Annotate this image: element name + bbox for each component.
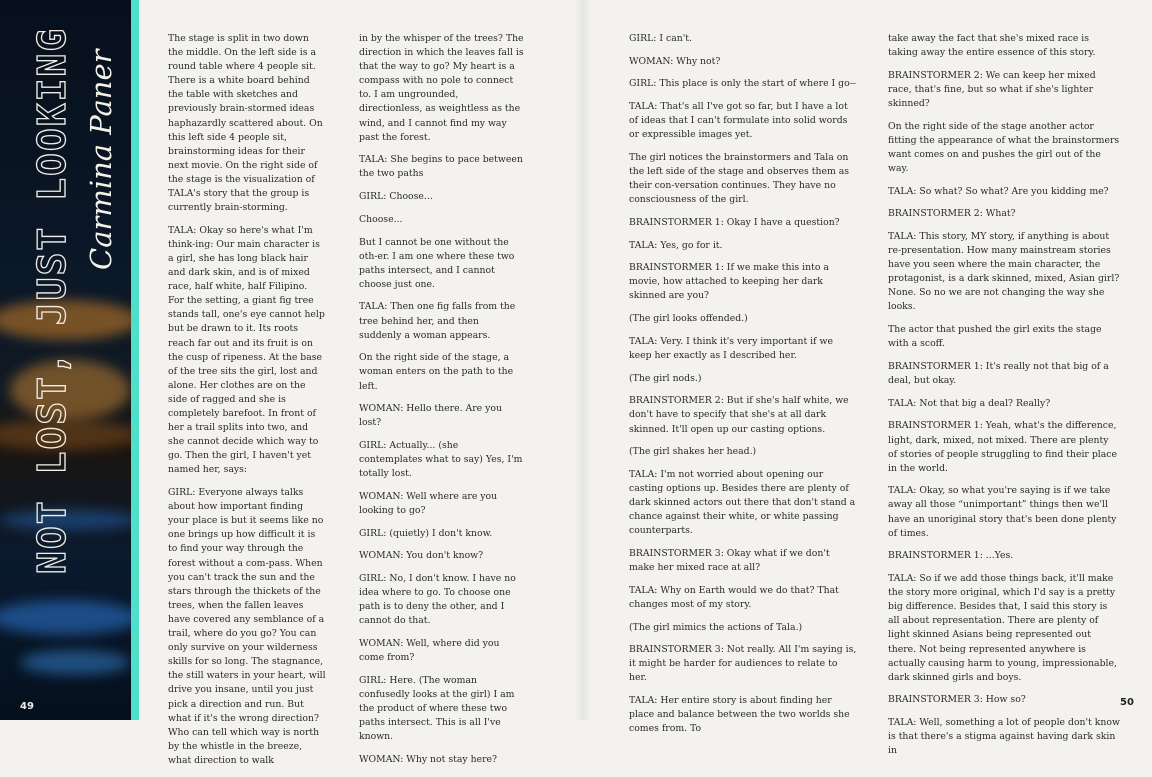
paragraph: GIRL: No, I don't know. I have no idea where to go. To choose one path is to deny the other, and I cannot do that. — [359, 573, 516, 627]
paragraph: WOMAN: Well where are you looking to go? — [359, 490, 498, 516]
paragraph: The girl notices the brainstormers and Tala on the left side of the stage and observes them as their con-versation continues. They have no consciousness of the girl. — [629, 151, 850, 206]
paragraph: GIRL: Here. (The woman confusedly looks at the girl) I am the product of where these two paths intersect. This is all I've known. — [359, 674, 515, 743]
paragraph: TALA: That's all I've got so far, but I have a lot of ideas that I can't formulate into solid words or expressible images yet. — [629, 101, 848, 141]
accent-stripe — [131, 0, 139, 720]
paragraph: WOMAN: Hello there. Are you lost? — [359, 403, 502, 429]
paragraph: TALA: Not that big a deal? Really? — [888, 397, 1051, 409]
paragraph: GIRL: (quietly) I don't know. — [359, 527, 493, 539]
text-column-4 — [888, 32, 1120, 767]
paragraph: BRAINSTORMER 3: Okay what if we don't make her mixed race at all? — [629, 547, 830, 574]
paragraph: TALA: Well, something a lot of people don't know is that there's a stigma against having dark skin in — [888, 717, 1120, 757]
paragraph: (The girl nods.) — [629, 372, 702, 384]
paragraph: (The girl shakes her head.) — [629, 446, 757, 458]
paragraph: BRAINSTORMER 2: We can keep her mixed race, that's fine, but so what if she's lighter skinned? — [888, 69, 1096, 109]
paragraph: GIRL: Actually... (she contemplates what to say) Yes, I'm totally lost. — [359, 440, 523, 480]
paragraph: take away the fact that she's mixed race is taking away the entire essence of this story. — [888, 33, 1096, 59]
paragraph: WOMAN: Why not? — [629, 55, 721, 67]
paragraph: TALA: So what? So what? Are you kidding me? — [888, 185, 1109, 197]
paragraph: BRAINSTORMER 1: Yeah, what's the difference, light, dark, mixed, not mixed. There are plenty of stories of people struggling to find their place in the world. — [888, 420, 1118, 474]
paragraph: (The girl mimics the actions of Tala.) — [629, 621, 803, 633]
paragraph: (The girl looks offended.) — [629, 313, 748, 325]
page-gutter — [574, 0, 592, 720]
paragraph: TALA: Why on Earth would we do that? That changes most of my story. — [629, 584, 839, 610]
paragraph: TALA: So if we add those things back, it'll make the story more original, which I'd say is a pretty big difference. Besides that, I said this story is all about representation. There are plenty of light skinned Asians being represented out there. Not being represented anywhere is actually causing harm to young, impressionable, dark skinned girls and boys. — [888, 573, 1117, 683]
paragraph: GIRL: Everyone always talks about how important finding your place is but it seems like no one brings up how difficult it is to find your way through the forest without a com-pass. When you can't track the sun and the stars through the thickets of the trees, when the fallen leaves have covered any semblance of a trail, where do you go? You can only survive on your wilderness skills for so long. The stagnance, the still waters in your heart, will drive you insane, until you just pick a direction and run. But what if it's the wrong direction? Who can tell which way is north by the whistle in the breeze, what direction to walk — [168, 487, 326, 766]
paragraph: TALA: Then one fig falls from the tree behind her, and then suddenly a woman appears. — [359, 301, 516, 341]
text-column-1 — [168, 32, 326, 777]
paragraph: BRAINSTORMER 3: How so? — [888, 694, 1026, 706]
paragraph: BRAINSTORMER 3: Not really. All I'm saying is, it might be harder for audiences to relate to her. — [629, 644, 857, 684]
paragraph: On the right side of the stage, a woman enters on the path to the left. — [359, 352, 514, 392]
paragraph: TALA: She begins to pace between the two paths — [359, 154, 523, 180]
paragraph: But I cannot be one without the oth-er. I am one where these two paths intersect, and I cannot choose just one. — [359, 236, 515, 290]
paragraph: WOMAN: Why not stay here? — [359, 753, 498, 765]
paragraph: BRAINSTORMER 1: Okay I have a question? — [629, 216, 840, 228]
paragraph: in by the whisper of the trees? The direction in which the leaves fall is that the way to go? My heart is a compass with no pole to connect to. I am ungrounded, directionless, as weightless as the wind, and I cannot find my way past the forest. — [359, 33, 524, 143]
paragraph: TALA: Okay, so what you're saying is if we take away all those “unimportant” things then we'll have an unoriginal story that's been done plenty of times. — [888, 485, 1117, 539]
paragraph: BRAINSTORMER 1: If we make this into a movie, how attached to keeping her dark skinned are you? — [629, 262, 829, 302]
author-name: Carmina Paner — [84, 49, 118, 270]
paragraph: BRAINSTORMER 2: What? — [888, 208, 1016, 220]
paragraph: BRAINSTORMER 2: But if she's half white, we don't have to specify that she's at all dark skinned. It'll open up our casting options. — [629, 395, 849, 435]
paragraph: WOMAN: You don't know? — [359, 550, 484, 562]
paragraph: TALA: Very. I think it's very important if we keep her exactly as I described her. — [629, 335, 833, 361]
paragraph: Choose... — [359, 213, 403, 225]
paragraph: The stage is split in two down the middle. On the left side is a round table where 4 people sit. There is a white board behind the table with sketches and previously brain-stormed ideas haphazardly scattered about. On this left side 4 people sit, brainstorming ideas for their next movie. On the right side of the stage is the visualization of TALA's story that the group is currently brain-storming. — [168, 33, 323, 214]
article-title: NOT LOST, JUST LOOKING — [30, 26, 74, 574]
text-column-3 — [629, 32, 857, 745]
paragraph: TALA: Okay so here's what I'm think-ing: Our main character is a girl, she has long black hair and dark skin, and is of mixed race, half white, half Filipino. For the setting, a giant fig tree stands tall, one's eye cannot help but be drawn to it. Its roots reach far out and its fruit is on the cusp of ripeness. At the base of the tree sits the girl, lost and alone. Her clothes are on the side of ragged and she is completely barefoot. In front of her a trail splits into two, and she cannot decide which way to go. Then the girl, I haven't yet named her, says: — [168, 224, 325, 476]
paragraph: TALA: Yes, go for it. — [629, 239, 723, 251]
paragraph: WOMAN: Well, where did you come from? — [359, 638, 500, 664]
text-column-2 — [359, 32, 524, 776]
paragraph: GIRL: I can't. — [629, 33, 692, 44]
paragraph: GIRL: Choose... — [359, 191, 433, 203]
paragraph: GIRL: This place is only the start of where I go-- — [629, 78, 857, 90]
paragraph: The actor that pushed the girl exits the stage with a scoff. — [888, 324, 1102, 350]
right-page-number: 50 — [1120, 697, 1134, 708]
paragraph: On the right side of the stage another actor fitting the appearance of what the brainstormers want comes on and pushes the girl out of the way. — [888, 120, 1120, 174]
paragraph: TALA: This story, MY story, if anything is about re-presentation. How many mainstream stories have you seen where the main character, the protagonist, is a dark skinned, mixed, Asian girl? None. So no we are not changing the way she looks. — [888, 231, 1120, 313]
paragraph: TALA: Her entire story is about finding her place and balance between the two worlds she comes from. To — [629, 695, 850, 735]
paragraph: TALA: I'm not worried about opening our casting options up. Besides there are plenty of dark skinned actors out there that don't stand a chance against their white, or white passing counterparts. — [629, 468, 856, 537]
left-page-number: 49 — [20, 701, 34, 712]
paragraph: BRAINSTORMER 1: It's really not that big of a deal, but okay. — [888, 360, 1109, 387]
paragraph: BRAINSTORMER 1: ...Yes. — [888, 550, 1014, 562]
